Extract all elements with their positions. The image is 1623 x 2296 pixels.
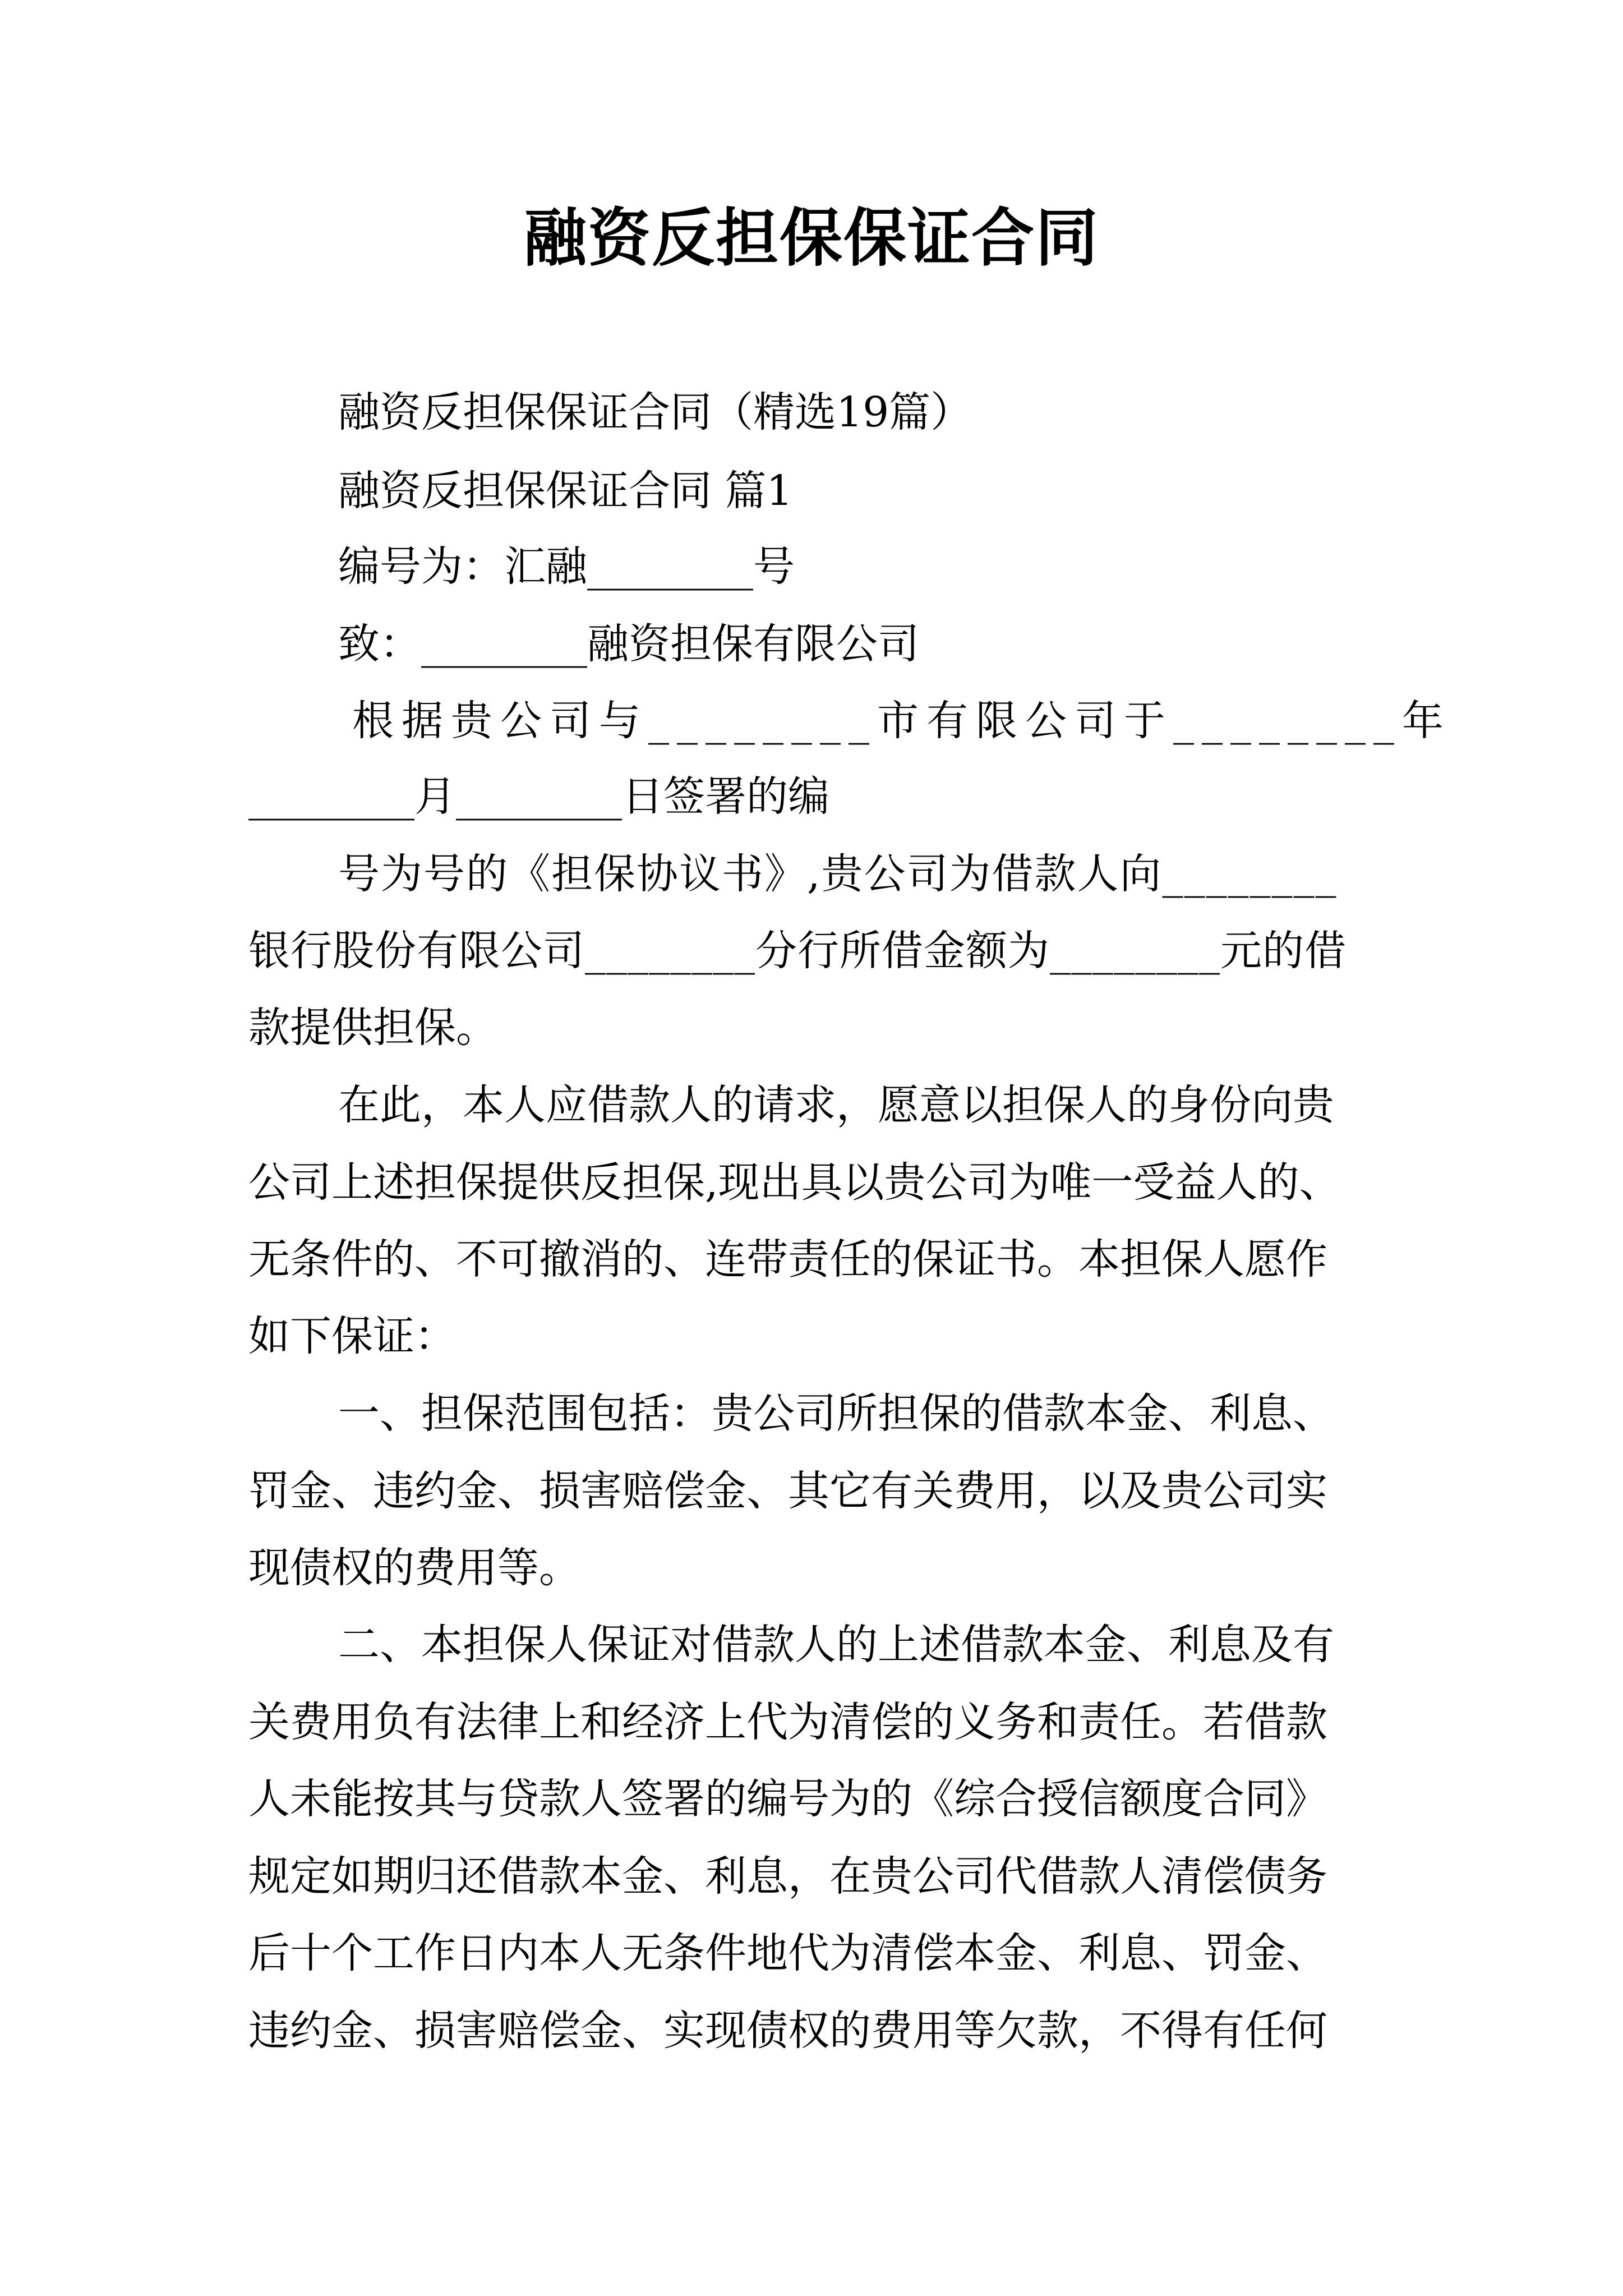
- paragraph-line: 关费用负有法律上和经济上代为清偿的义务和责任。若借款: [248, 1698, 1327, 1746]
- paragraph-line: 银行股份有限公司________分行所借金额为________元的借: [248, 927, 1347, 975]
- paragraph-line: 根据贵公司与________市有限公司于________年: [352, 697, 1451, 745]
- paragraph-line: 公司上述担保提供反担保,现出具以贵公司为唯一受益人的、: [248, 1158, 1341, 1207]
- subtitle-line: 融资反担保保证合同（精选19篇）: [338, 388, 972, 436]
- paragraph-line: 现债权的费用等。: [248, 1544, 580, 1592]
- paragraph-line: 如下保证：: [248, 1312, 456, 1360]
- number-line: 编号为：汇融________号: [338, 542, 795, 591]
- paragraph-line: 一、担保范围包括：贵公司所担保的借款本金、利息、: [338, 1389, 1334, 1438]
- paragraph-line: 无条件的、不可撤消的、连带责任的保证书。本担保人愿作: [248, 1235, 1327, 1283]
- paragraph-line: 违约金、损害赔偿金、实现债权的费用等欠款，不得有任何: [248, 2007, 1327, 2055]
- section-heading: 融资反担保保证合同 篇1: [338, 467, 793, 515]
- paragraph-line: 规定如期归还借款本金、利息，在贵公司代借款人清偿债务: [248, 1852, 1327, 1901]
- page-title: 融资反担保保证合同: [524, 201, 1099, 275]
- paragraph-line: 二、本担保人保证对借款人的上述借款本金、利息及有: [338, 1621, 1334, 1669]
- paragraph-line: 后十个工作日内本人无条件地代为清偿本金、利息、罚金、: [248, 1929, 1327, 1977]
- paragraph-line: 罚金、违约金、损害赔偿金、其它有关费用，以及贵公司实: [248, 1467, 1327, 1515]
- paragraph-line: 款提供担保。: [248, 1004, 497, 1052]
- addressee-line: 致：________融资担保有限公司: [338, 620, 919, 668]
- paragraph-line: 人未能按其与贷款人签署的编号为的《综合授信额度合同》: [248, 1775, 1327, 1823]
- paragraph-line: 在此，本人应借款人的请求，愿意以担保人的身份向贵: [338, 1081, 1334, 1129]
- paragraph-line: ________月________日签署的编: [248, 772, 829, 821]
- paragraph-line: 号为号的《担保协议书》,贵公司为借款人向________: [338, 850, 1338, 898]
